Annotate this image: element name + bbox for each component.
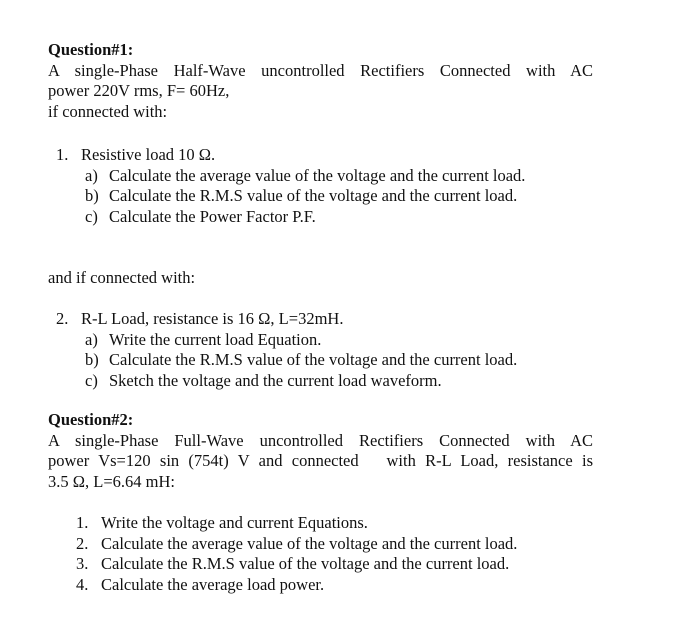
list-item: [85, 166, 601, 187]
list-item-text: Calculate the Power Factor P.F.: [109, 206, 316, 226]
list-item-text: Calculate the average load power.: [101, 574, 325, 594]
list-item-number: 3.: [76, 554, 89, 573]
question-2-intro-line-2: power Vs=120 sin (754t) V and connected with R-L Load, resistance is: [48, 451, 593, 470]
list-item: [85, 186, 601, 207]
list-item-letter: a): [85, 329, 98, 349]
question-2-title: Question#2:: [48, 410, 134, 429]
list-item: [76, 554, 621, 575]
list-item: [76, 575, 621, 596]
list-item-text: Calculate the R.M.S value of the voltage and the current load.: [109, 186, 518, 205]
list-item-letter: c): [85, 206, 98, 226]
list-item-text: Calculate the R.M.S value of the voltage and the current load.: [109, 350, 518, 369]
connector-text-block: [48, 268, 593, 289]
question-1-intro-line-2: power 220V rms, F= 60Hz,: [48, 81, 230, 100]
list-item-letter: c): [85, 370, 98, 390]
part-1-number: 1.: [56, 145, 69, 164]
list-item-text: Calculate the average value of the voltage and the current load.: [101, 533, 518, 553]
list-item-text: Sketch the voltage and the current load waveform.: [109, 370, 442, 390]
list-item-text: Write the current load Equation.: [109, 329, 322, 349]
part-1-label: Resistive load 10 Ω.: [81, 145, 216, 164]
question-2-intro-line-1: A single-Phase Full-Wave uncontrolled Rectifiers Connected with AC: [48, 430, 593, 450]
question-1-intro-line-3: if connected with:: [48, 101, 168, 121]
list-item-letter: a): [85, 165, 98, 185]
list-item-number: 2.: [76, 533, 89, 553]
question-1-part-2: [56, 309, 601, 391]
list-item-text: Calculate the average value of the voltage and the current load.: [109, 165, 526, 185]
question-1-part-1: [56, 145, 601, 227]
question-1-title: Question#1:: [48, 40, 134, 59]
part-1-subitems: [85, 166, 601, 228]
question-2-intro-line-3: 3.5 Ω, L=6.64 mH:: [48, 471, 175, 491]
list-item-number: 1.: [76, 513, 89, 532]
part-2-label: R-L Load, resistance is 16 Ω, L=32mH.: [81, 309, 344, 328]
question-2-header: [48, 410, 593, 492]
list-item: [85, 371, 601, 392]
list-item-text: Calculate the R.M.S value of the voltage and the current load.: [101, 554, 510, 573]
list-item: [85, 330, 601, 351]
part-2-subitems: [85, 330, 601, 392]
list-item-number: 4.: [76, 574, 89, 594]
list-item: [85, 350, 601, 371]
part-1-label-row: [56, 145, 601, 166]
list-item-text: Write the voltage and current Equations.: [101, 513, 368, 532]
list-item: [85, 207, 601, 228]
connector-text: and if connected with:: [48, 268, 196, 287]
list-item-letter: b): [85, 350, 99, 369]
question-1-header: [48, 40, 593, 122]
part-2-label-row: [56, 309, 601, 330]
question-1-intro-line-1: A single-Phase Half-Wave uncontrolled Rectifiers Connected with AC: [48, 60, 593, 80]
list-item: [76, 534, 621, 555]
list-item-letter: b): [85, 186, 99, 205]
list-item: [76, 513, 621, 534]
question-2-list: [76, 513, 621, 595]
part-2-number: 2.: [56, 309, 69, 328]
question-2-items: [76, 513, 621, 595]
